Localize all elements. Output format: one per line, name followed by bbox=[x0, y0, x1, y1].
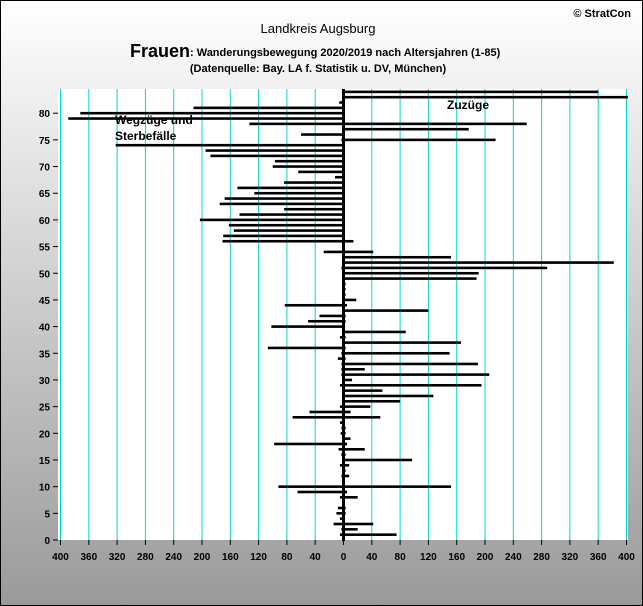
inflow-bar bbox=[344, 389, 383, 392]
outflow-bar bbox=[324, 251, 344, 254]
y-tick-label: 50 bbox=[38, 269, 50, 281]
outflow-bar bbox=[225, 197, 344, 200]
outflow-bar bbox=[301, 133, 343, 136]
outflow-annotation-line-2: Sterbefälle bbox=[115, 129, 177, 143]
outflow-bar bbox=[284, 208, 343, 211]
x-tick-label: 280 bbox=[137, 552, 154, 563]
x-tick-label: 200 bbox=[193, 552, 211, 563]
gender-label: Frauen bbox=[129, 41, 190, 61]
outflow-bar bbox=[293, 416, 344, 419]
outflow-bar bbox=[319, 315, 343, 318]
x-tick-label: 360 bbox=[80, 552, 98, 563]
outflow-bar bbox=[220, 203, 344, 206]
x-tick-label: 0 bbox=[340, 552, 347, 563]
outflow-bar bbox=[206, 149, 344, 152]
outflow-bar bbox=[284, 181, 343, 184]
inflow-bar bbox=[344, 272, 479, 275]
outflow-bar bbox=[116, 144, 344, 147]
inflow-bar bbox=[344, 496, 358, 499]
chart-subtitle: : Wanderungsbewegung 2020/2019 nach Altersjahren (1-85) bbox=[190, 47, 501, 59]
inflow-bar bbox=[344, 395, 434, 398]
outflow-bar bbox=[285, 304, 344, 307]
inflow-bar bbox=[344, 128, 469, 131]
outflow-annotation-line-1: Wegzüge und bbox=[115, 113, 193, 127]
x-tick-label: 320 bbox=[108, 552, 126, 563]
outflow-bar bbox=[200, 219, 344, 222]
inflow-bar bbox=[344, 384, 482, 387]
outflow-bar bbox=[308, 320, 343, 323]
y-tick-label: 20 bbox=[38, 429, 50, 441]
outflow-bar bbox=[234, 229, 344, 232]
inflow-bar bbox=[344, 352, 450, 355]
x-tick-label: 240 bbox=[504, 552, 522, 563]
y-tick-label: 0 bbox=[44, 536, 50, 547]
inflow-bar bbox=[344, 123, 527, 126]
outflow-bar bbox=[273, 165, 344, 168]
outflow-bar bbox=[229, 224, 344, 227]
y-tick-label: 30 bbox=[38, 375, 50, 387]
outflow-bar bbox=[268, 347, 344, 350]
inflow-bar bbox=[344, 309, 429, 312]
y-tick-label: 25 bbox=[38, 402, 50, 414]
inflow-bar bbox=[344, 485, 452, 488]
x-tick-label: 160 bbox=[448, 552, 466, 563]
x-tick-label: 80 bbox=[281, 552, 293, 563]
x-tick-label: 320 bbox=[561, 552, 579, 563]
y-tick-label: 70 bbox=[38, 162, 50, 174]
x-tick-label: 80 bbox=[394, 552, 406, 563]
x-tick-label: 400 bbox=[52, 552, 69, 563]
outflow-bar bbox=[237, 187, 343, 190]
chart-title: Landkreis Augsburg bbox=[260, 21, 376, 36]
outflow-bar bbox=[275, 160, 344, 163]
y-tick-label: 80 bbox=[38, 109, 50, 121]
inflow-bar bbox=[344, 256, 452, 259]
x-tick-label: 400 bbox=[618, 552, 635, 563]
inflow-bar bbox=[344, 139, 496, 142]
x-tick-label: 200 bbox=[476, 552, 494, 563]
y-tick-label: 10 bbox=[38, 482, 50, 494]
outflow-bar bbox=[210, 155, 343, 158]
inflow-bar bbox=[344, 331, 406, 334]
inflow-bar bbox=[344, 299, 357, 302]
outflow-bar bbox=[254, 192, 343, 195]
inflow-bar bbox=[344, 533, 397, 536]
outflow-bar bbox=[274, 443, 343, 446]
y-tick-label: 65 bbox=[38, 189, 50, 201]
y-tick-label: 60 bbox=[38, 215, 50, 227]
inflow-bar bbox=[344, 400, 401, 403]
x-tick-label: 280 bbox=[533, 552, 550, 563]
data-source: (Datenquelle: Bay. LA f. Statistik u. DV, München) bbox=[189, 63, 447, 75]
outflow-bar bbox=[223, 240, 344, 243]
y-tick-label: 35 bbox=[38, 349, 50, 361]
x-tick-label: 120 bbox=[420, 552, 437, 563]
x-tick-label: 40 bbox=[309, 552, 321, 563]
y-tick-label: 5 bbox=[44, 509, 50, 521]
x-tick-label: 360 bbox=[589, 552, 607, 563]
inflow-bar bbox=[344, 251, 374, 254]
inflow-bar bbox=[344, 341, 461, 344]
inflow-annotation: Zuzüge bbox=[447, 98, 489, 112]
outflow-bar bbox=[310, 411, 344, 414]
x-tick-label: 160 bbox=[221, 552, 239, 563]
inflow-bar bbox=[344, 277, 477, 280]
y-tick-label: 75 bbox=[38, 135, 50, 147]
outflow-bar bbox=[249, 123, 343, 126]
outflow-bar bbox=[298, 491, 344, 494]
outflow-bar bbox=[271, 325, 343, 328]
inflow-bar bbox=[344, 416, 381, 419]
inflow-bar bbox=[344, 448, 365, 451]
inflow-bar bbox=[344, 523, 374, 526]
copyright-label: © StratCon bbox=[573, 8, 631, 20]
y-tick-label: 55 bbox=[38, 242, 50, 254]
inflow-bar bbox=[344, 363, 478, 366]
inflow-bar bbox=[344, 267, 548, 270]
y-tick-label: 45 bbox=[38, 295, 50, 307]
x-tick-label: 240 bbox=[165, 552, 183, 563]
outflow-bar bbox=[194, 107, 344, 110]
outflow-bar bbox=[278, 485, 343, 488]
x-tick-label: 120 bbox=[250, 552, 267, 563]
inflow-bar bbox=[344, 405, 371, 408]
outflow-bar bbox=[223, 235, 343, 238]
inflow-bar bbox=[344, 91, 599, 94]
inflow-bar bbox=[344, 261, 614, 264]
x-tick-label: 40 bbox=[366, 552, 378, 563]
outflow-bar bbox=[298, 171, 343, 174]
y-tick-label: 15 bbox=[38, 455, 50, 467]
inflow-bar bbox=[344, 528, 358, 531]
y-tick-label: 40 bbox=[38, 322, 50, 334]
inflow-bar bbox=[344, 459, 413, 462]
inflow-bar bbox=[344, 368, 365, 371]
outflow-bar bbox=[239, 213, 343, 216]
outflow-bar bbox=[68, 117, 343, 120]
inflow-bar bbox=[344, 373, 490, 376]
